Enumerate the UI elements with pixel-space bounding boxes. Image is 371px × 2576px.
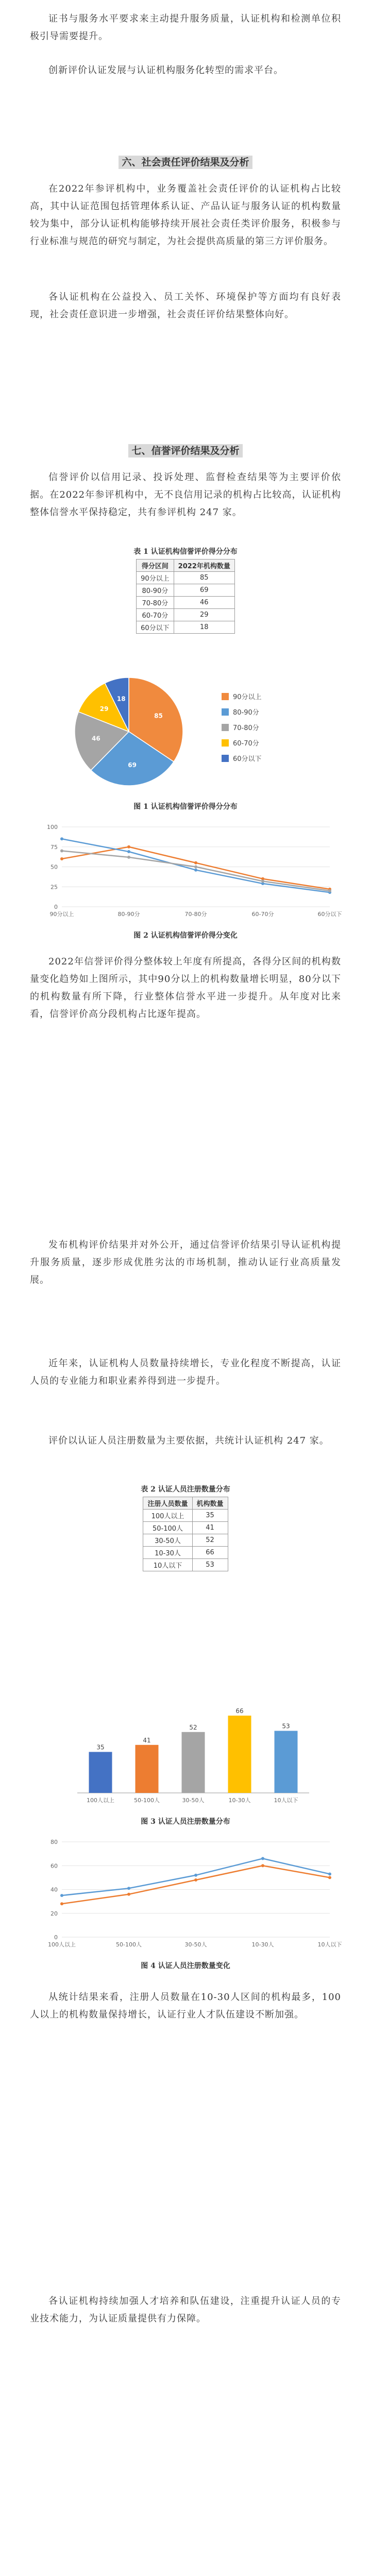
table-header-row xyxy=(137,560,235,572)
legend-label: 80-90分 xyxy=(233,709,259,717)
table-row xyxy=(143,1522,228,1534)
bar-value-label: 66 xyxy=(235,1707,244,1715)
bar-value-label: 41 xyxy=(143,1736,151,1744)
bar xyxy=(182,1732,205,1793)
data-point xyxy=(261,879,264,883)
data-point xyxy=(60,1902,63,1905)
y-tick-label: 75 xyxy=(50,843,58,851)
bar-chart xyxy=(0,1690,371,1814)
data-point xyxy=(60,850,63,853)
chart-caption: 图 3 认证人员注册数量分布 xyxy=(141,1818,230,1826)
data-point xyxy=(194,861,197,865)
table-cell: 10-30人 xyxy=(143,1547,192,1559)
table-cell: 90分以上 xyxy=(137,572,174,584)
paragraph: 评价以认证人员注册数量为主要依据，共统计认证机构 247 家。 xyxy=(48,1435,329,1446)
paragraph: 各认证机构持续加强人才培养和队伍建设，注重提升认证人员的专业技术能力，为认证质量提供有力保障。 xyxy=(30,2296,341,2324)
slice-value-label: 85 xyxy=(154,712,163,720)
chart-caption: 图 2 认证机构信誉评价得分变化 xyxy=(133,931,238,940)
y-tick-label: 40 xyxy=(50,1886,58,1893)
legend-label: 60分以下 xyxy=(233,755,262,763)
table-caption: 表 1 认证机构信誉评价得分分布 xyxy=(133,548,238,556)
data-point xyxy=(127,845,130,849)
pie-chart xyxy=(0,665,371,799)
y-tick-label: 25 xyxy=(50,884,58,891)
chart-wrap xyxy=(0,665,371,801)
x-tick-label: 10-30人 xyxy=(251,1941,274,1948)
chart-wrap xyxy=(0,1834,371,1960)
data-point xyxy=(194,1878,197,1882)
x-tick-label: 50-100人 xyxy=(116,1941,142,1948)
paragraph: 在2022年参评机构中，业务覆盖社会责任评价的认证机构占比较高，其中认证范围包括管理体系认证、产品认证与服务认证的机构数量较为集中，部分认证机构能够持续开展社会责任类评价服务，积极参与行业标准与规范的研究与制定，为社会提供高质量的第三方评价服务。 xyxy=(30,183,341,247)
column-header: 注册人员数量 xyxy=(143,1497,192,1510)
slice-value-label: 18 xyxy=(116,695,126,703)
table-row xyxy=(143,1510,228,1522)
legend-swatch xyxy=(222,739,229,747)
bar xyxy=(136,1745,159,1793)
bar xyxy=(275,1731,298,1793)
slice-value-label: 29 xyxy=(99,705,109,713)
slice-value-label: 46 xyxy=(91,735,100,742)
x-tick-label: 90分以上 xyxy=(49,911,74,918)
data-point xyxy=(60,1894,63,1897)
table-row xyxy=(143,1559,228,1571)
legend-label: 90分以上 xyxy=(233,693,262,701)
legend-swatch xyxy=(222,693,229,700)
bar xyxy=(228,1716,251,1793)
table-caption: 表 2 认证人员注册数量分布 xyxy=(141,1485,230,1494)
table-cell: 52 xyxy=(192,1534,228,1547)
x-tick-label: 10-30人 xyxy=(228,1797,251,1804)
table-cell: 53 xyxy=(192,1559,228,1571)
y-tick-label: 20 xyxy=(50,1910,58,1917)
data-point xyxy=(194,1874,197,1877)
table-wrap xyxy=(0,559,371,634)
x-tick-label: 70-80分 xyxy=(184,911,207,918)
table-row xyxy=(137,572,235,584)
slice-value-label: 69 xyxy=(128,761,137,769)
table-cell: 70-80分 xyxy=(137,597,174,609)
y-tick-label: 0 xyxy=(54,1934,58,1941)
chart-caption: 图 4 认证人员注册数量变化 xyxy=(141,1962,230,1970)
paragraph: 创新评价认证发展与认证机构服务化转型的需求平台。 xyxy=(48,65,283,76)
table-cell: 60分以下 xyxy=(137,621,174,634)
table-cell: 46 xyxy=(174,597,234,609)
paragraph: 信誉评价以信用记录、投诉处理、监督检查结果等为主要评价依据。在2022年参评机构中，无不良信用记录的机构占比较高，认证机构整体信誉水平保持稳定，共有参评机构 247 家。 xyxy=(30,472,341,518)
table-cell: 41 xyxy=(192,1522,228,1534)
bar-value-label: 35 xyxy=(96,1743,105,1751)
y-tick-label: 80 xyxy=(50,1839,58,1845)
y-tick-label: 60 xyxy=(50,1862,58,1870)
table-cell: 29 xyxy=(174,609,234,621)
chart-wrap xyxy=(0,819,371,929)
data-point xyxy=(261,1857,264,1860)
section-heading: 六、社会责任评价结果及分析 xyxy=(0,155,371,168)
paragraph: 近年来，认证机构人员数量持续增长，专业化程度不断提高，认证人员的专业能力和职业素养得到进一步提升。 xyxy=(30,1358,341,1386)
table-cell: 69 xyxy=(174,584,234,597)
line-chart xyxy=(0,1834,371,1958)
data-point xyxy=(60,857,63,860)
series-line xyxy=(62,1866,330,1904)
paragraph: 2022年信誉评价得分整体较上年度有所提高，各得分区间的机构数量变化趋势如上图所示，其中90分以上的机构数量增长明显，80分以下的机构数量有所下降，行业整体信誉水平进一步提升。从年度对比来看，信誉评价高分段机构占比逐年提高。 xyxy=(30,956,341,1020)
legend-label: 60-70分 xyxy=(233,740,259,748)
bar-value-label: 53 xyxy=(282,1722,290,1730)
y-tick-label: 0 xyxy=(54,904,58,910)
table-cell: 60-70分 xyxy=(137,609,174,621)
x-tick-label: 30-50人 xyxy=(182,1797,205,1804)
paragraph: 各认证机构在公益投入、员工关怀、环境保护等方面均有良好表现，社会责任意识进一步增强，社会责任评价结果整体向好。 xyxy=(30,292,341,320)
table-row xyxy=(137,597,235,609)
x-tick-label: 60-70分 xyxy=(251,911,274,918)
x-tick-label: 50-100人 xyxy=(134,1797,160,1804)
bar xyxy=(89,1752,112,1793)
table-cell: 50-100人 xyxy=(143,1522,192,1534)
table-cell: 85 xyxy=(174,572,234,584)
x-tick-label: 100人以上 xyxy=(87,1797,114,1804)
table-row xyxy=(137,584,235,597)
data-point xyxy=(328,1876,331,1879)
table-header-row xyxy=(143,1497,228,1510)
legend-swatch xyxy=(222,708,229,716)
data-point xyxy=(127,1893,130,1896)
data-point xyxy=(127,850,130,853)
bar-value-label: 52 xyxy=(189,1723,197,1731)
column-header: 得分区间 xyxy=(137,560,174,572)
table-cell: 10人以下 xyxy=(143,1559,192,1571)
data-point xyxy=(127,856,130,859)
table-row xyxy=(143,1547,228,1559)
series-line xyxy=(62,1858,330,1895)
data-point xyxy=(194,866,197,869)
data-point xyxy=(261,1864,264,1867)
paragraph: 证书与服务水平要求来主动提升服务质量，认证机构和检测单位积极引导需要提升。 xyxy=(30,13,341,42)
paragraph: 发布机构评价结果并对外公开，通过信誉评价结果引导认证机构提升服务质量，逐步形成优胜劣汰的市场机制，推动认证行业高质量发展。 xyxy=(30,1240,341,1285)
x-tick-label: 80-90分 xyxy=(117,911,140,918)
data-point xyxy=(328,889,331,892)
data-point xyxy=(60,837,63,840)
line-chart xyxy=(0,819,371,927)
x-tick-label: 100人以上 xyxy=(48,1941,76,1948)
legend-swatch xyxy=(222,755,229,762)
y-tick-label: 50 xyxy=(50,863,58,871)
table-row xyxy=(137,609,235,621)
legend-swatch xyxy=(222,724,229,731)
table-cell: 35 xyxy=(192,1510,228,1522)
chart-caption: 图 1 认证机构信誉评价得分分布 xyxy=(133,803,238,811)
table-cell: 80-90分 xyxy=(137,584,174,597)
x-tick-label: 30-50人 xyxy=(184,1941,207,1948)
chart-wrap xyxy=(0,1690,371,1816)
x-tick-label: 60分以下 xyxy=(317,911,342,918)
table-row xyxy=(137,621,235,634)
y-tick-label: 100 xyxy=(47,824,58,831)
column-header: 机构数量 xyxy=(192,1497,228,1510)
data-point xyxy=(127,1887,130,1890)
table-row xyxy=(143,1534,228,1547)
table-cell: 18 xyxy=(174,621,234,634)
table-cell: 100人以上 xyxy=(143,1510,192,1522)
table-cell: 30-50人 xyxy=(143,1534,192,1547)
section-heading: 七、信誉评价结果及分析 xyxy=(0,443,371,457)
data-table xyxy=(143,1497,228,1571)
table-cell: 66 xyxy=(192,1547,228,1559)
column-header: 2022年机构数量 xyxy=(174,560,234,572)
table-wrap xyxy=(0,1497,371,1571)
legend-label: 70-80分 xyxy=(233,724,259,732)
x-tick-label: 10人以下 xyxy=(274,1797,298,1804)
x-tick-label: 10人以下 xyxy=(317,1941,342,1948)
paragraph: 从统计结果来看，注册人员数量在10-30人区间的机构最多，100人以上的机构数量保持增长，认证行业人才队伍建设不断加强。 xyxy=(30,1992,341,2020)
data-point xyxy=(194,869,197,872)
data-table xyxy=(136,559,235,634)
data-point xyxy=(328,1872,331,1875)
